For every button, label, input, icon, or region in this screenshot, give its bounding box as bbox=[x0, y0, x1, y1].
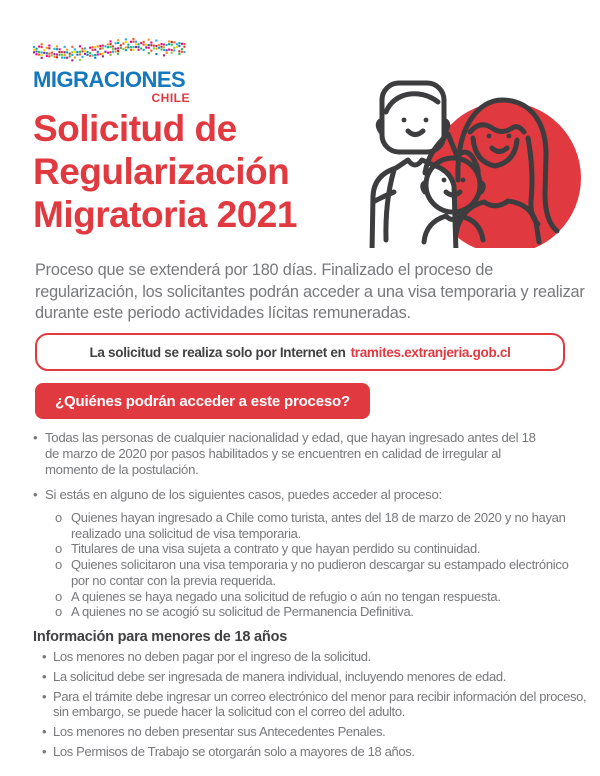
minors-bullet-2: La solicitud debe ser ingresada de manera individual, incluyendo menores de edad. bbox=[53, 668, 506, 684]
bullet-marker: • bbox=[42, 668, 47, 684]
minors-bullet-3: Para el trámite debe ingresar un correo electrónico del menor para recibir información del proceso, sin embargo, se puede hacer la solicitud con el correo del adulto. bbox=[53, 688, 587, 720]
list-item bbox=[42, 669, 594, 685]
eligibility-bullet-2: Si estás en alguno de los siguientes casos, puedes acceder al proceso: bbox=[45, 487, 442, 503]
minors-bullet-4: Los menores no deben presentar sus Antecedentes Penales. bbox=[53, 724, 386, 740]
title-line-1: Solicitud de bbox=[33, 108, 237, 149]
internet-box-text: La solicitud se realiza solo por Internet en bbox=[89, 344, 346, 360]
list-item bbox=[42, 744, 594, 760]
logo-country-text: CHILE bbox=[151, 91, 190, 105]
minors-heading: Información para menores de 18 años bbox=[33, 629, 288, 645]
intro-paragraph: Proceso que se extenderá por 180 días. Finalizado el proceso de regularización, los solicitantes podrán acceder a una visa temporaria y realizar durante este periodo actividades lícitas remuneradas. bbox=[35, 261, 585, 322]
list-item bbox=[55, 589, 577, 605]
minors-list bbox=[42, 649, 594, 760]
case-2: Titulares de una visa sujeta a contrato y que hayan perdido su continuidad. bbox=[71, 541, 481, 557]
minors-bullet-1: Los menores no deben pagar por el ingreso de la solicitud. bbox=[53, 649, 371, 664]
page-title bbox=[33, 107, 393, 236]
case-marker: o bbox=[55, 541, 62, 557]
migraciones-logo bbox=[33, 37, 193, 105]
eligibility-bullet-1: Todas las personas de cualquier nacionalidad y edad, que hayan ingresado antes del 18 de marzo de 2020 por pasos habilitados y se encuentren en calidad de irregular al momento de la postulación. bbox=[45, 430, 536, 477]
minors-bullet-5: Los Permisos de Trabajo se otorgarán solo a mayores de 18 años. bbox=[53, 743, 415, 759]
list-item bbox=[42, 649, 594, 665]
bullet-marker: • bbox=[33, 487, 38, 503]
case-marker: o bbox=[55, 588, 62, 604]
eligibility-list bbox=[33, 430, 553, 503]
list-item bbox=[55, 510, 577, 541]
bullet-marker: • bbox=[42, 649, 47, 664]
cases-list bbox=[55, 510, 577, 620]
case-3: Quienes solicitaron una visa temporaria y no pudieron descargar su estampado electrónico por no contar con la previa requerida. bbox=[71, 557, 569, 588]
bullet-marker: • bbox=[42, 688, 47, 704]
list-item bbox=[55, 604, 577, 620]
case-1: Quienes hayan ingresado a Chile como turista, antes del 18 de marzo de 2020 y no hayan realizado una solicitud de visa temporaria. bbox=[71, 510, 566, 541]
case-marker: o bbox=[55, 510, 62, 525]
case-5: A quienes no se acogió su solicitud de Permanencia Definitiva. bbox=[71, 604, 414, 620]
list-item bbox=[42, 724, 594, 740]
logo-brand-text: MIGRACIONES bbox=[33, 67, 186, 92]
tramites-link[interactable]: tramites.extranjeria.gob.cl bbox=[350, 344, 511, 360]
case-4: A quienes se haya negado una solicitud de refugio o aún no tengan respuesta. bbox=[71, 588, 501, 604]
list-item bbox=[55, 557, 577, 588]
list-item bbox=[33, 487, 553, 503]
case-marker: o bbox=[55, 557, 62, 573]
chile-mosaic-icon bbox=[33, 37, 188, 67]
section-banner: ¿Quiénes podrán acceder a este proceso? bbox=[35, 383, 370, 419]
list-item bbox=[55, 541, 577, 557]
list-item bbox=[33, 430, 553, 477]
case-marker: o bbox=[55, 604, 62, 620]
title-line-3: Migratoria 2021 bbox=[33, 194, 297, 235]
list-item bbox=[42, 689, 594, 721]
bullet-marker: • bbox=[42, 743, 47, 759]
family-illustration bbox=[358, 76, 590, 248]
title-line-2: Regularización bbox=[33, 151, 290, 192]
bullet-marker: • bbox=[33, 430, 38, 445]
bullet-marker: • bbox=[42, 724, 47, 740]
internet-info-box bbox=[35, 333, 565, 371]
